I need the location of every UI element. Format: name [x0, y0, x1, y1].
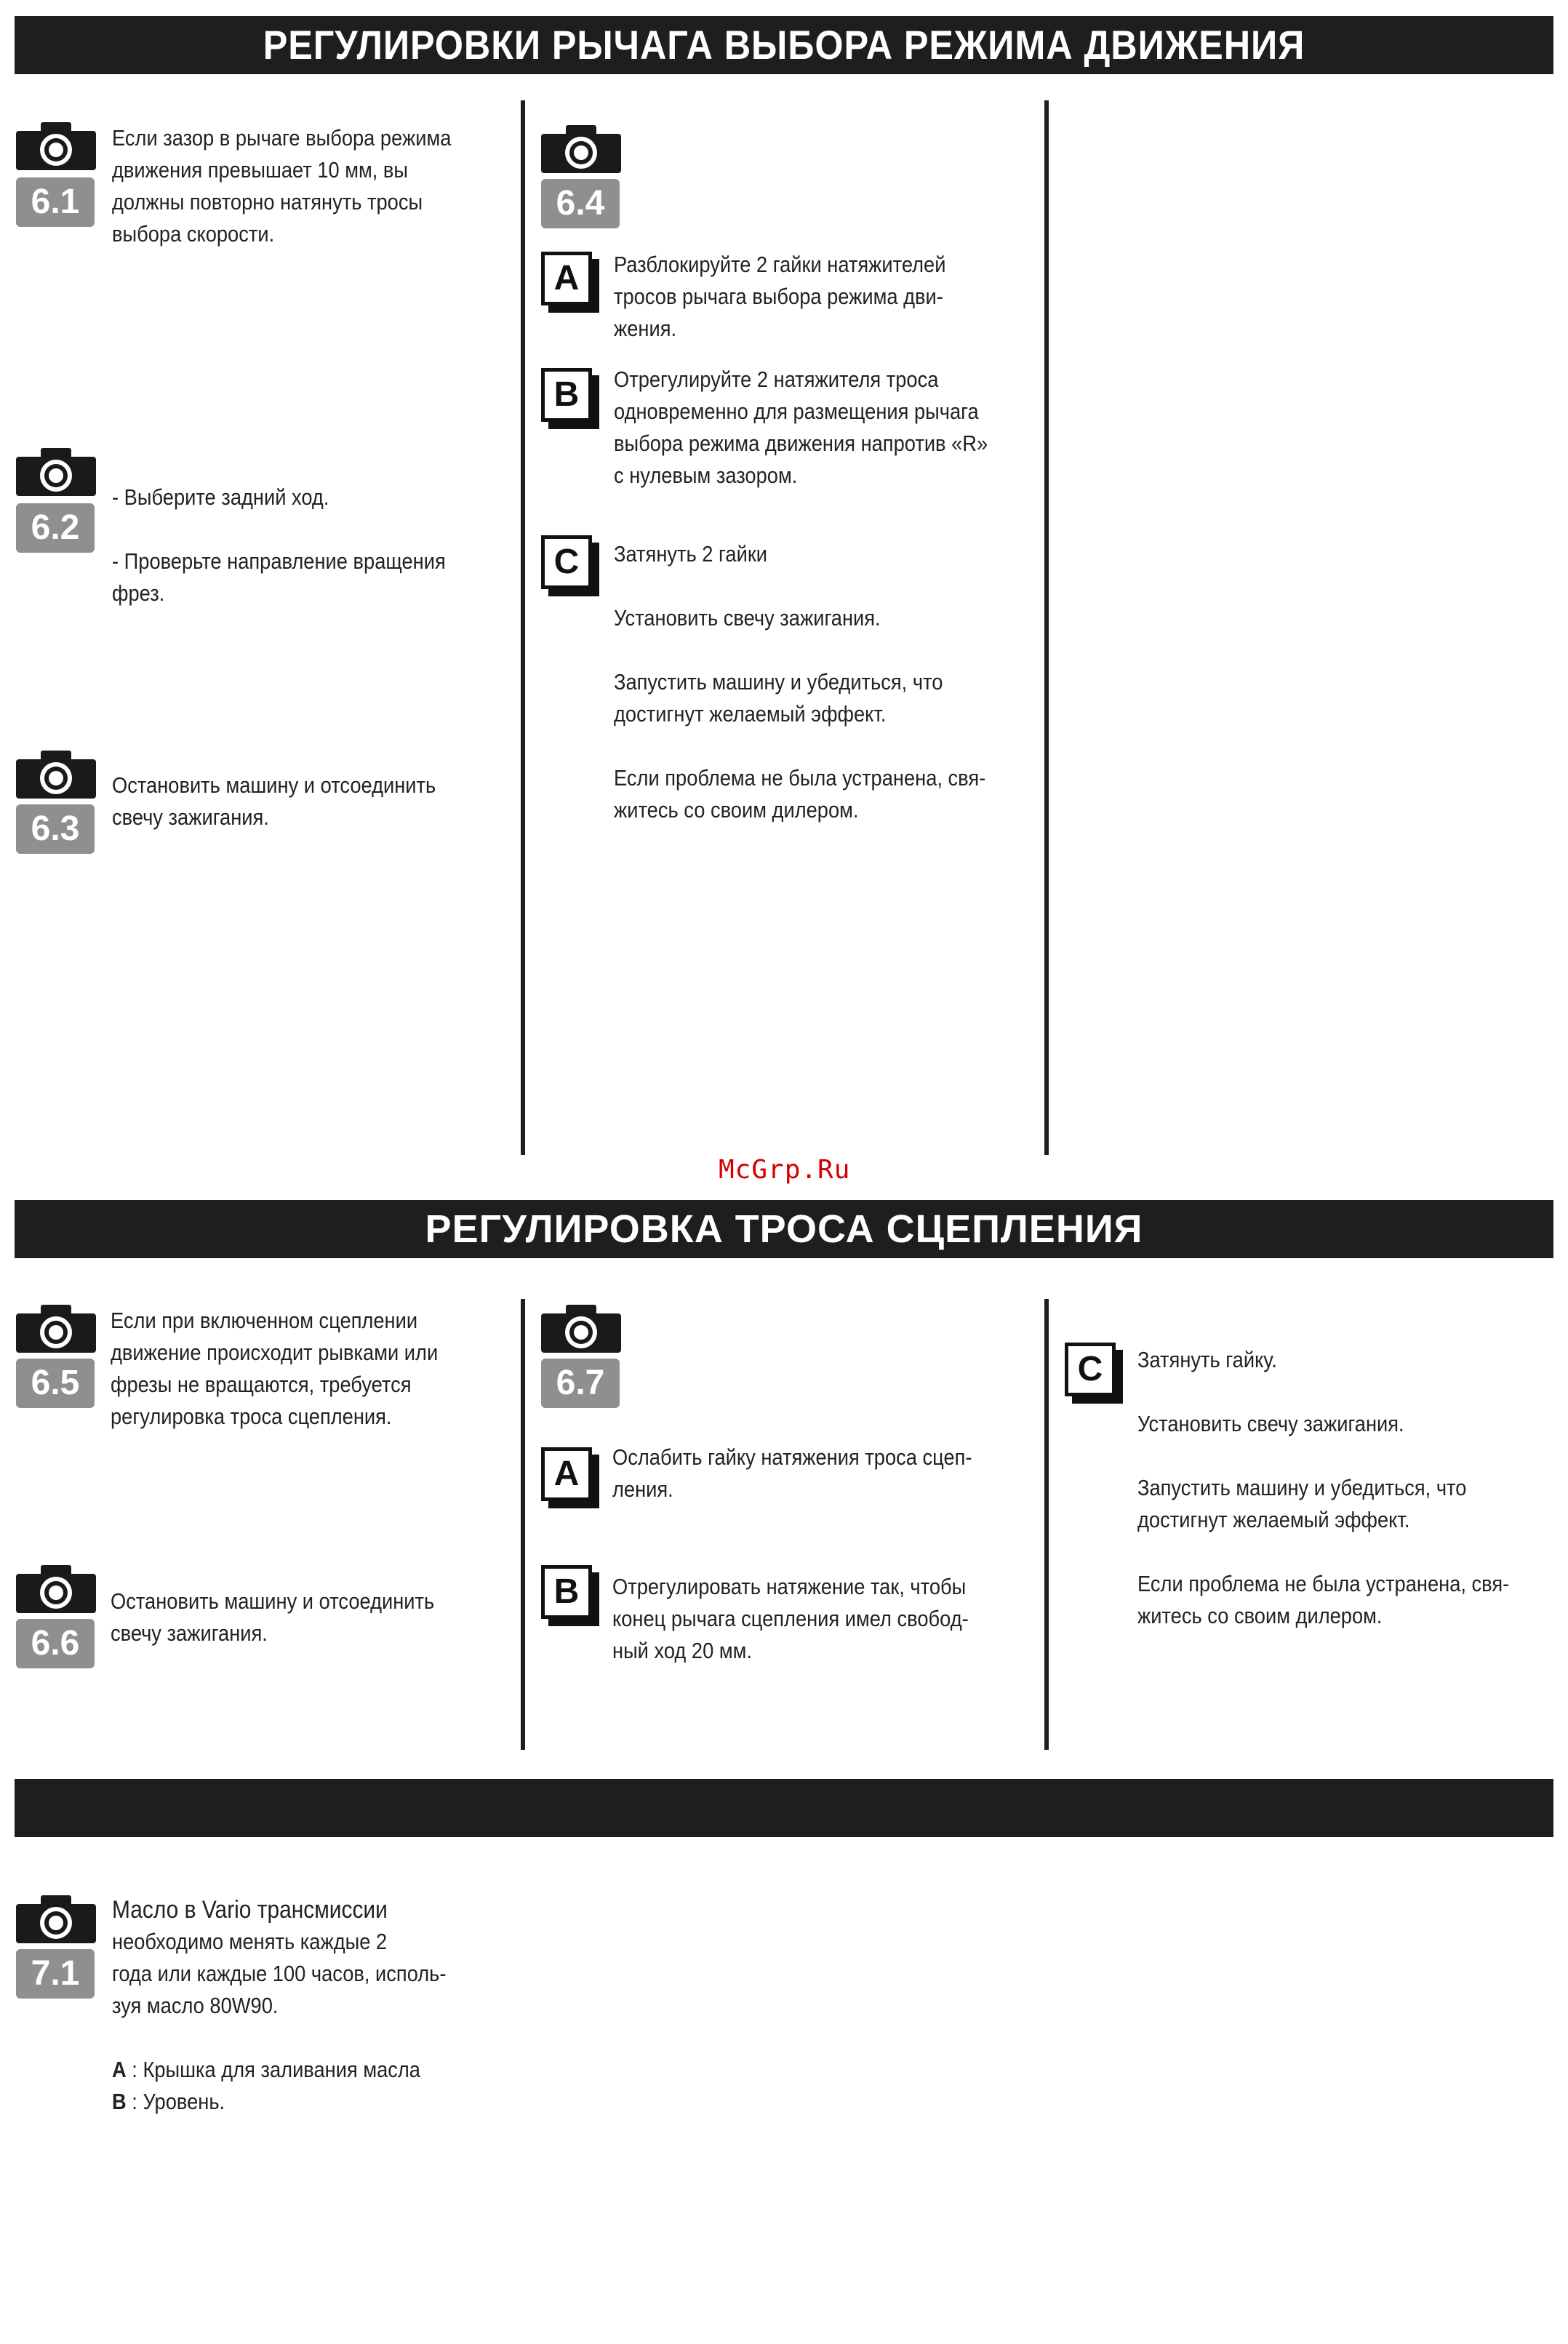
step-title: Масло в Vario трансмиссии [112, 1896, 388, 1924]
section-header-oil [15, 1779, 1553, 1837]
camera-icon [541, 124, 621, 173]
step-6-4-c-text [614, 538, 985, 826]
step-6-3-text [112, 769, 436, 833]
section-title-clutch: РЕГУЛИРОВКА ТРОСА СЦЕПЛЕНИЯ [425, 1207, 1143, 1251]
step-text: Остановить машину и отсоединить свечу зажигания. [111, 1588, 435, 1646]
step-text: Запустить машину и убедиться, что достигнут желаемый эффект. [614, 669, 943, 727]
step-letter-c: C [541, 535, 592, 589]
legend-key: B [112, 2089, 127, 2114]
step-badge-6-4: 6.4 [541, 179, 620, 228]
camera-icon [16, 1564, 96, 1613]
column-divider [1044, 1299, 1049, 1750]
step-6-7-b-text [612, 1571, 969, 1667]
step-text: Установить свечу зажигания. [1137, 1411, 1404, 1436]
step-text: Если проблема не была устранена, свя- житесь со своим дилером. [1137, 1571, 1510, 1628]
step-text: - Проверьте направление вращения фрез. [112, 548, 446, 606]
column-divider [1044, 100, 1049, 1155]
step-text: Установить свечу зажигания. [614, 605, 881, 631]
camera-icon [16, 121, 96, 170]
step-6-4-a-text [614, 249, 945, 345]
watermark: McGrp.Ru [719, 1155, 851, 1185]
step-text: Разблокируйте 2 гайки натяжителей тросов рычага выбора режима дви- жения. [614, 252, 946, 341]
step-text: Если зазор в рычаге выбора режима движения превышает 10 мм, вы должны повторно натянуть тросы выбора скорости. [112, 125, 452, 247]
camera-icon [541, 1303, 621, 1353]
legend-text: : Уровень. [126, 2089, 225, 2114]
camera-icon [16, 1303, 96, 1353]
step-6-6-text [111, 1585, 434, 1649]
step-letter-b: B [541, 1565, 592, 1619]
step-6-1-text [112, 122, 451, 250]
section-header-lever [15, 16, 1553, 74]
section-header-clutch [15, 1200, 1553, 1258]
step-letter-a: A [541, 252, 592, 305]
step-6-2-text [112, 481, 446, 609]
step-text: Отрегулировать натяжение так, чтобы конец рычага сцепления имел свобод- ный ход 20 мм. [612, 1574, 969, 1663]
camera-icon [16, 447, 96, 496]
step-text: Запустить машину и убедиться, что достигнут желаемый эффект. [1137, 1475, 1467, 1532]
legend-item-a [112, 2054, 446, 2086]
step-text: Если при включенном сцеплении движение происходит рывками или фрезы не вращаются, требуется регулировка троса сцепления. [111, 1308, 439, 1429]
step-6-7-a-text [612, 1441, 972, 1505]
step-badge-6-5: 6.5 [16, 1359, 95, 1408]
column-divider [521, 1299, 525, 1750]
step-6-5-text [111, 1305, 438, 1433]
step-text: Затянуть гайку. [1137, 1347, 1277, 1372]
step-text: Отрегулируйте 2 натяжителя троса одновременно для размещения рычага выбора режима движения напротив «R» с нулевым зазором. [614, 367, 988, 488]
step-text: Затянуть 2 гайки [614, 541, 767, 567]
step-text: Остановить машину и отсоединить свечу зажигания. [112, 772, 436, 830]
step-text: Если проблема не была устранена, свя- житесь со своим дилером. [614, 765, 986, 823]
step-letter-b: B [541, 368, 592, 422]
step-6-4-b-text [614, 364, 988, 492]
step-badge-6-3: 6.3 [16, 804, 95, 854]
camera-icon [16, 749, 96, 799]
step-badge-6-2: 6.2 [16, 503, 95, 553]
legend-key: A [112, 2057, 127, 2082]
camera-icon [16, 1894, 96, 1943]
step-badge-7-1: 7.1 [16, 1949, 95, 1999]
step-badge-6-1: 6.1 [16, 177, 95, 227]
legend-text: : Крышка для заливания масла [126, 2057, 420, 2082]
step-text: - Выберите задний ход. [112, 484, 329, 510]
section-title-lever: РЕГУЛИРОВКИ РЫЧАГА ВЫБОРА РЕЖИМА ДВИЖЕНИЯ [263, 22, 1305, 68]
step-letter-c: C [1065, 1343, 1116, 1396]
legend-item-b [112, 2086, 446, 2118]
step-badge-6-6: 6.6 [16, 1619, 95, 1668]
step-text: Ослабить гайку натяжения троса сцеп- ления. [612, 1444, 972, 1502]
step-badge-6-7: 6.7 [541, 1359, 620, 1408]
step-text: необходимо менять каждые 2 года или каждые 100 часов, исполь- зуя масло 80W90. [112, 1929, 447, 2018]
step-6-7-c-text [1137, 1344, 1509, 1632]
column-divider [521, 100, 525, 1155]
step-letter-a: A [541, 1447, 592, 1501]
step-7-1-text [112, 1894, 446, 2118]
